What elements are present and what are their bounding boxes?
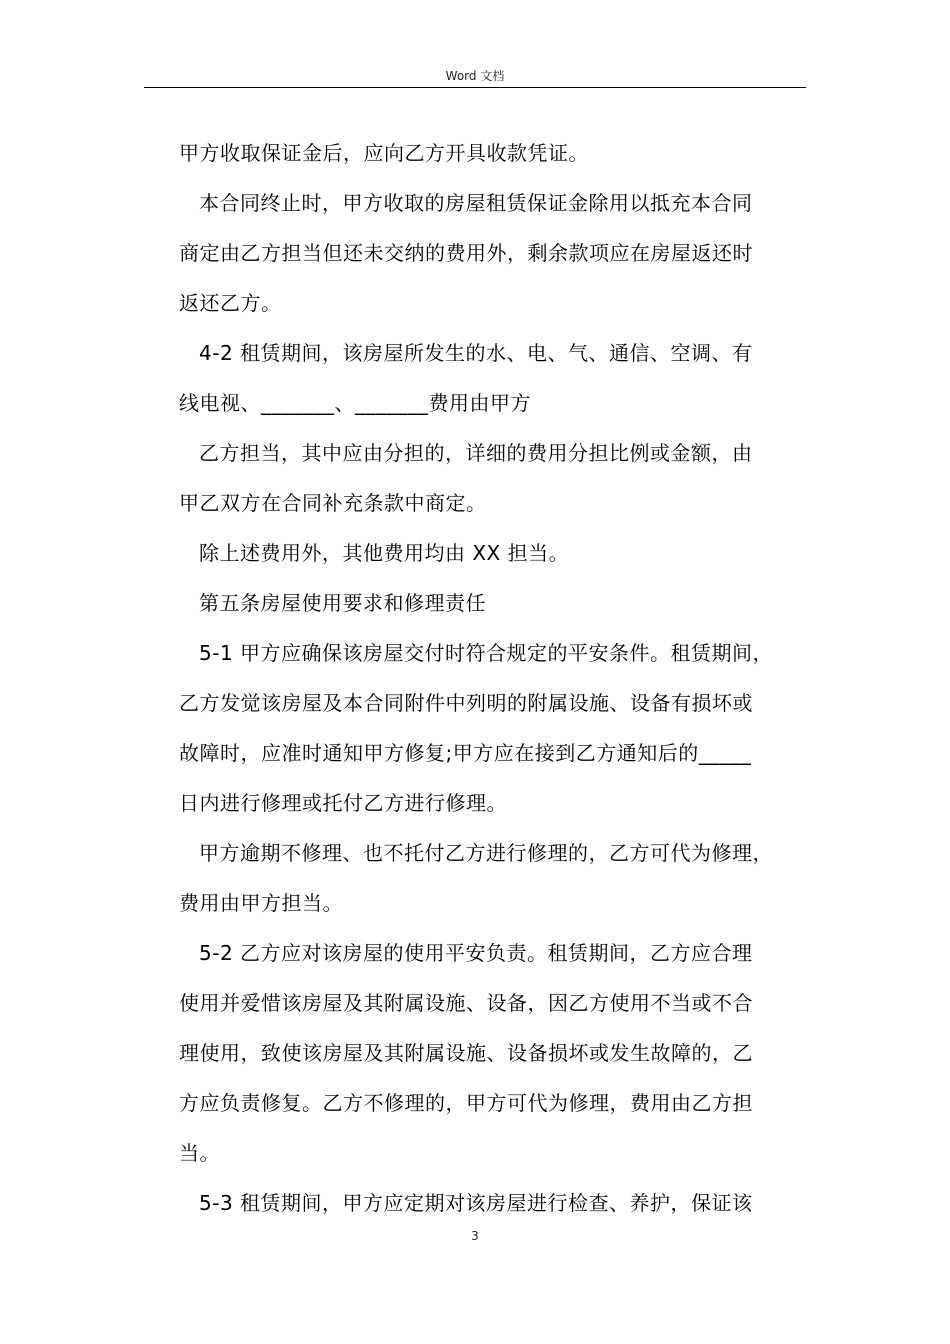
text-line: 使用并爱惜该房屋及其附属设施、设备，因乙方使用不当或不合 bbox=[179, 991, 753, 1015]
text-line: 甲方收取保证金后，应向乙方开具收款凭证。 bbox=[179, 141, 589, 165]
text-line: 理使用，致使该房屋及其附属设施、设备损坏或发生故障的，乙 bbox=[179, 1041, 753, 1065]
document-body bbox=[179, 128, 807, 1228]
text-line: 乙方发觉该房屋及本合同附件中列明的附属设施、设备有损坏或 bbox=[179, 691, 753, 715]
text-line: 甲方逾期不修理、也不托付乙方进行修理的，乙方可代为修理， bbox=[199, 841, 773, 865]
section-heading: 第五条房屋使用要求和修理责任 bbox=[199, 591, 486, 615]
text-line: 5-3 租赁期间，甲方应定期对该房屋进行检查、养护，保证该 bbox=[199, 1191, 753, 1215]
text-line: 乙方担当，其中应由分担的，详细的费用分担比例或金额，由 bbox=[199, 441, 753, 465]
text-line: 商定由乙方担当但还未交纳的费用外，剩余款项应在房屋返还时 bbox=[179, 241, 753, 265]
text-line: 日内进行修理或托付乙方进行修理。 bbox=[179, 791, 507, 815]
text-line: 当。 bbox=[179, 1141, 220, 1165]
text-line: 故障时，应准时通知甲方修复;甲方应在接到乙方通知后的_____ bbox=[179, 741, 752, 765]
header-divider bbox=[144, 87, 806, 88]
text-line: 5-2 乙方应对该房屋的使用平安负责。租赁期间，乙方应合理 bbox=[199, 941, 753, 965]
text-line: 5-1 甲方应确保该房屋交付时符合规定的平安条件。租赁期间， bbox=[199, 641, 774, 665]
page-number: 3 bbox=[471, 1229, 479, 1243]
text-line: 本合同终止时，甲方收取的房屋租赁保证金除用以抵充本合同 bbox=[199, 191, 753, 215]
header-title: Word 文档 bbox=[445, 69, 505, 83]
text-line: 除上述费用外，其他费用均由 XX 担当。 bbox=[199, 541, 570, 565]
text-line: 线电视、_______、_______费用由甲方 bbox=[179, 391, 531, 415]
text-line: 返还乙方。 bbox=[179, 291, 282, 315]
text-line: 4-2 租赁期间，该房屋所发生的水、电、气、通信、空调、有 bbox=[199, 341, 753, 365]
text-line: 甲乙双方在合同补充条款中商定。 bbox=[179, 491, 487, 515]
text-line: 费用由甲方担当。 bbox=[179, 891, 343, 915]
text-line: 方应负责修复。乙方不修理的，甲方可代为修理，费用由乙方担 bbox=[179, 1091, 753, 1115]
